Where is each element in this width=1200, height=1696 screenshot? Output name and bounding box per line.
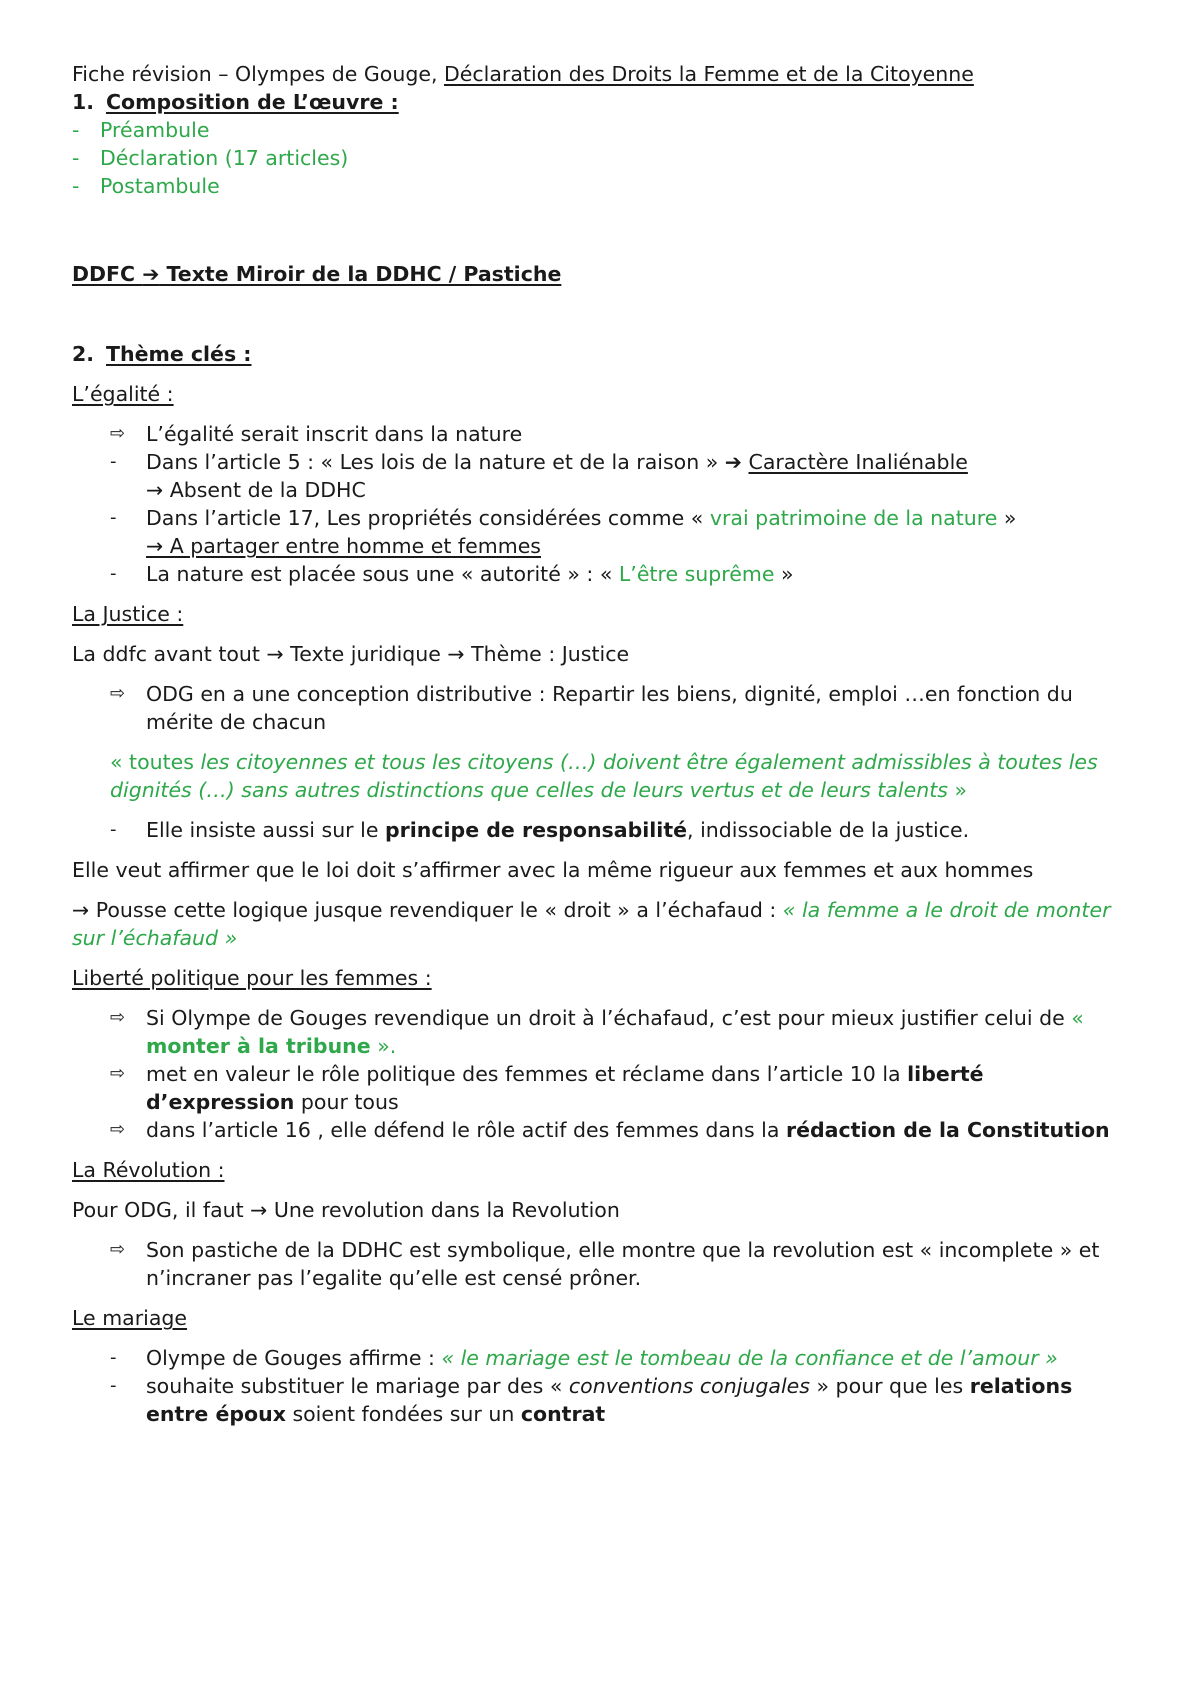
list-item (110, 1344, 1128, 1372)
liberte-expression: liberté d’expression (146, 1062, 984, 1114)
quote-open: « toutes (110, 750, 201, 774)
dash-bullet: - (110, 507, 117, 528)
arrow-bullet-icon: ⇨ (110, 683, 126, 704)
justice-quote (110, 748, 1128, 804)
list-item (110, 1236, 1128, 1292)
list-item-text (146, 504, 1128, 560)
list-item-text (146, 1004, 1128, 1060)
mariage-list (110, 1344, 1128, 1428)
section-number: 2. (72, 342, 95, 366)
list-item (110, 1060, 1128, 1116)
principe-responsabilite: principe de responsabilité (384, 818, 688, 842)
quote-body: les citoyennes et tous les citoyens (…) doivent être également admissibles à toutes les dignités (…) sans autres distinctions que celles de leurs vertus et de leurs talents (110, 750, 1098, 802)
list-item (110, 816, 1128, 844)
list-item (110, 420, 1128, 448)
list-item-text: Déclaration (17 articles) (100, 146, 349, 170)
substituer-mid-2: soient fondées sur un (285, 1402, 521, 1426)
partager-note: → A partager entre homme et femmes (146, 534, 541, 558)
list-item-text: Son pastiche de la DDHC est symbolique, elle montre que la revolution est « incomplete » et n’incraner pas l’egalite qu’elle est censé prôner. (146, 1238, 1100, 1290)
section-number: 1. (72, 90, 95, 114)
redaction-constitution: rédaction de la Constitution (785, 1118, 1110, 1142)
subheading-mariage: Le mariage (72, 1306, 188, 1330)
ddfc-summary-line (72, 260, 1128, 288)
ddfc-label: DDFC (72, 262, 143, 286)
justice-line-2: Elle veut affirmer que le loi doit s’affirmer avec la même rigueur aux femmes et aux hommes (72, 858, 1034, 882)
section-title: Thème clés : (106, 342, 252, 366)
absent-ddhc-note: → Absent de la DDHC (146, 478, 366, 502)
list-item-text (146, 1344, 1128, 1372)
dash-bullet: - (110, 1347, 117, 1368)
substituer-mid: » pour que les (809, 1374, 970, 1398)
composition-list (72, 116, 1128, 200)
list-item (110, 504, 1128, 560)
article-17-text: Dans l’article 17, Les propriétés considérées comme « (146, 506, 710, 530)
article-10-lead: met en valeur le rôle politique des femmes et réclame dans l’article 10 la (146, 1062, 908, 1086)
list-item (72, 144, 1128, 172)
section-2-heading (72, 340, 1128, 368)
list-item (110, 1372, 1128, 1428)
quote-open: « (1071, 1006, 1084, 1030)
list-item-text (146, 560, 1128, 588)
list-item-text: ODG en a une conception distributive : Repartir les biens, dignité, emploi …en fonction du mérite de chacun (146, 682, 1073, 734)
quote-tombeau: « le mariage est le tombeau de la confiance et de l’amour » (441, 1346, 1058, 1370)
autorite-text: La nature est placée sous une « autorité » : « (146, 562, 619, 586)
quote-patrimoine: vrai patrimoine de la nature (709, 506, 998, 530)
list-item-text (146, 816, 1128, 844)
list-item (110, 1116, 1128, 1144)
substituer-lead: souhaite substituer le mariage par des « (146, 1374, 569, 1398)
conventions-conjugales: conventions conjugales (568, 1374, 810, 1398)
subheading-liberte: Liberté politique pour les femmes : (72, 966, 432, 990)
quote-close: » (997, 506, 1017, 530)
article-5-text: Dans l’article 5 : « Les lois de la nature et de la raison » (146, 450, 725, 474)
responsabilite-end: , indissociable de la justice. (687, 818, 970, 842)
arrow-bullet-icon: ⇨ (110, 1007, 126, 1028)
quote-etre-supreme: L’être suprême (618, 562, 775, 586)
list-item (110, 1004, 1128, 1060)
dash-bullet: - (110, 1375, 117, 1396)
list-item-text: Postambule (100, 174, 220, 198)
justice-list (110, 680, 1128, 736)
arrow-bullet-icon: ⇨ (110, 1239, 126, 1260)
list-item-text (146, 1372, 1128, 1428)
subheading-justice: La Justice : (72, 602, 184, 626)
list-item (110, 680, 1128, 736)
dash-bullet: - (72, 118, 80, 142)
justice-list-2 (110, 816, 1128, 844)
list-item-text: L’égalité serait inscrit dans la nature (146, 422, 523, 446)
title-prefix: Fiche révision – Olympes de Gouge, (72, 62, 444, 86)
arrow-right-icon: ➔ (724, 450, 742, 474)
contrat: contrat (520, 1402, 606, 1426)
dash-bullet: - (110, 451, 117, 472)
liberte-list (110, 1004, 1128, 1144)
arrow-bullet-icon: ⇨ (110, 423, 126, 444)
list-item-text (146, 448, 1128, 504)
list-item-text: Préambule (100, 118, 210, 142)
dash-bullet: - (110, 563, 117, 584)
quote-close: ». (370, 1034, 397, 1058)
affirme-lead: Olympe de Gouges affirme : (146, 1346, 442, 1370)
quote-close: » (947, 778, 967, 802)
list-item-text (146, 1060, 1128, 1116)
justice-line-1: La ddfc avant tout → Texte juridique → Thème : Justice (72, 642, 630, 666)
quote-echafaud: « la femme a le droit de monter sur l’échafaud » (72, 898, 1111, 950)
quote-close: » (774, 562, 794, 586)
list-item (72, 172, 1128, 200)
revolution-line-1: Pour ODG, il faut → Une revolution dans la Revolution (72, 1198, 620, 1222)
document-title (72, 60, 1128, 88)
relations-epoux: relations entre époux (146, 1374, 1073, 1426)
list-item (110, 560, 1128, 588)
section-title: Composition de L’œuvre : (106, 90, 399, 114)
echafaud-lead: → Pousse cette logique jusque revendiquer le « droit » a l’échafaud : (72, 898, 783, 922)
list-item (110, 448, 1128, 504)
dash-bullet: - (72, 146, 80, 170)
monter-tribune: monter à la tribune (146, 1034, 371, 1058)
list-item-text (146, 1116, 1128, 1144)
ddfc-description: Texte Miroir de la DDHC / Pastiche (159, 262, 562, 286)
tribune-lead: Si Olympe de Gouges revendique un droit à l’échafaud, c’est pour mieux justifier celui de (146, 1006, 1072, 1030)
arrow-bullet-icon: ⇨ (110, 1063, 126, 1084)
arrow-right-icon: ➔ (142, 262, 160, 286)
responsabilite-lead: Elle insiste aussi sur le (146, 818, 385, 842)
justice-line-3 (72, 896, 1128, 952)
egalite-list (110, 420, 1128, 588)
title-work: Déclaration des Droits la Femme et de la Citoyenne (443, 62, 974, 86)
article-10-end: pour tous (294, 1090, 399, 1114)
section-1-heading (72, 88, 1128, 116)
subheading-revolution: La Révolution : (72, 1158, 225, 1182)
dash-bullet: - (110, 819, 117, 840)
revolution-list (110, 1236, 1128, 1292)
caractere-inalienable: Caractère Inaliénable (748, 450, 968, 474)
list-item (72, 116, 1128, 144)
subheading-egalite: L’égalité : (72, 382, 174, 406)
article-16-lead: dans l’article 16 , elle défend le rôle actif des femmes dans la (146, 1118, 786, 1142)
dash-bullet: - (72, 174, 80, 198)
arrow-bullet-icon: ⇨ (110, 1119, 126, 1140)
